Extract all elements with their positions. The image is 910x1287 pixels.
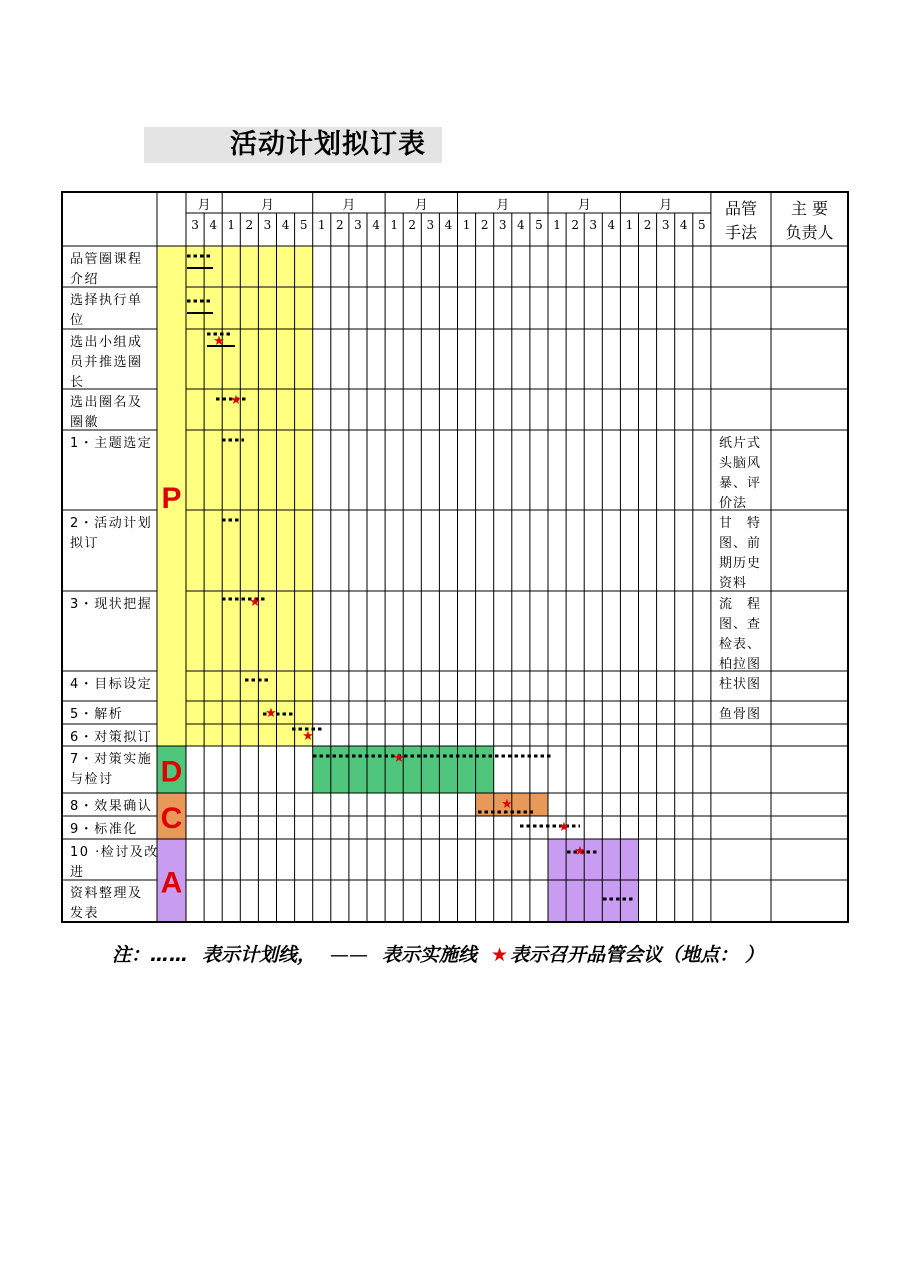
legend-plan-prefix: 注：…… [112,944,189,966]
week-number: 1 [317,218,326,232]
method-label: 检表、 [719,637,762,652]
week-number: 1 [390,218,398,232]
week-number: 4 [209,218,217,232]
row-label: 员并推选圈 [70,355,143,370]
legend-meeting-text: 表示召开品管会议（地点： ） [510,944,764,966]
week-number: 3 [661,218,670,232]
star-icon: ★ [491,944,509,966]
week-number: 3 [263,218,272,232]
phase-letter-p: P [161,482,182,515]
row-label: 2・活动计划 [70,516,153,531]
month-label: 月 [260,198,274,213]
row-label: 7・对策实施 [70,752,153,767]
week-number: 4 [679,218,688,232]
row-label: 1・主题选定 [70,436,153,451]
methods-header: 品管 [724,199,757,218]
row-label: 拟订 [70,536,100,551]
method-label: 暴、评 [719,476,762,491]
row-label: 位 [70,313,85,328]
month-label: 月 [577,198,591,213]
week-number: 4 [444,218,453,232]
row-label: 8・效果确认 [70,799,153,814]
method-label: 柏拉图 [719,657,762,672]
week-number: 3 [354,218,362,232]
week-number: 1 [625,218,634,232]
week-number: 1 [553,218,561,232]
week-number: 3 [498,218,507,232]
method-label: 柱状图 [719,677,762,692]
week-number: 2 [408,218,417,232]
week-number: 4 [607,218,616,232]
method-label: 流 程 [719,597,762,612]
row-label: 进 [70,865,85,880]
week-number: 4 [281,218,290,232]
month-label: 月 [496,198,510,213]
row-label: 4・目标设定 [70,677,153,692]
row-label: 选出小组成 [70,335,143,350]
legend-plan-text: 表示计划线， [202,944,317,966]
month-label: 月 [197,198,211,213]
month-label: 月 [659,198,673,213]
page-title: 活动计划拟订表 [230,129,426,160]
owner-header: 负责人 [785,223,834,242]
method-label: 期历史 [719,556,762,571]
meeting-star-icon: ★ [501,797,513,812]
row-label: 6・对策拟订 [70,730,153,745]
legend-actual-mark: —— [330,944,369,966]
row-label: 发表 [70,906,100,921]
week-number: 1 [462,218,471,232]
row-label: 选择执行单 [70,293,143,308]
row-label: 介绍 [70,272,100,287]
week-number: 1 [227,218,236,232]
week-number: 5 [299,218,308,232]
meeting-star-icon: ★ [213,334,225,349]
week-number: 3 [589,218,598,232]
row-label: 圈徽 [70,415,100,430]
week-number: 4 [517,218,525,232]
row-label: 品管圈课程 [70,252,143,267]
month-label: 月 [342,198,356,213]
row-label: 10 ·检讨及改 [70,845,159,860]
row-label: 9・标准化 [70,822,138,837]
meeting-star-icon: ★ [393,751,405,766]
week-number: 5 [698,218,706,232]
meeting-star-icon: ★ [230,393,242,408]
row-label: 5・解析 [70,707,124,722]
method-label: 甘 特 [719,516,762,531]
week-number: 3 [426,218,435,232]
week-number: 5 [535,218,543,232]
row-label: 选出圈名及 [70,395,143,410]
month-label: 月 [414,198,428,213]
meeting-star-icon: ★ [574,844,586,859]
method-label: 资料 [719,576,748,591]
method-label: 图、前 [719,536,762,551]
meeting-star-icon: ★ [249,595,261,610]
week-number: 2 [643,218,652,232]
week-number: 3 [191,218,199,232]
row-label: 资料整理及 [70,886,143,901]
legend-note [112,940,778,967]
week-number: 2 [245,218,254,232]
phase-letter-a: A [160,866,183,900]
owner-header: 主 要 [790,199,829,218]
week-number: 2 [480,218,489,232]
week-number: 4 [372,218,380,232]
week-number: 2 [571,218,579,232]
week-number: 2 [336,218,344,232]
method-label: 纸片式 [719,436,762,451]
row-label: 与检讨 [70,772,114,787]
phase-letter-d: D [160,755,183,789]
phase-letter-c: C [160,802,183,835]
method-label: 头脑风 [719,456,762,471]
legend-actual-text: 表示实施线 [382,944,478,966]
meeting-star-icon: ★ [558,820,570,835]
method-label: 图、查 [719,617,762,632]
method-label: 鱼骨图 [719,707,762,722]
row-label: 3・现状把握 [70,597,153,612]
row-label: 长 [70,375,85,390]
meeting-star-icon: ★ [265,706,277,721]
methods-header: 手法 [724,223,757,242]
meeting-star-icon: ★ [302,729,314,744]
method-label: 价法 [719,496,748,511]
